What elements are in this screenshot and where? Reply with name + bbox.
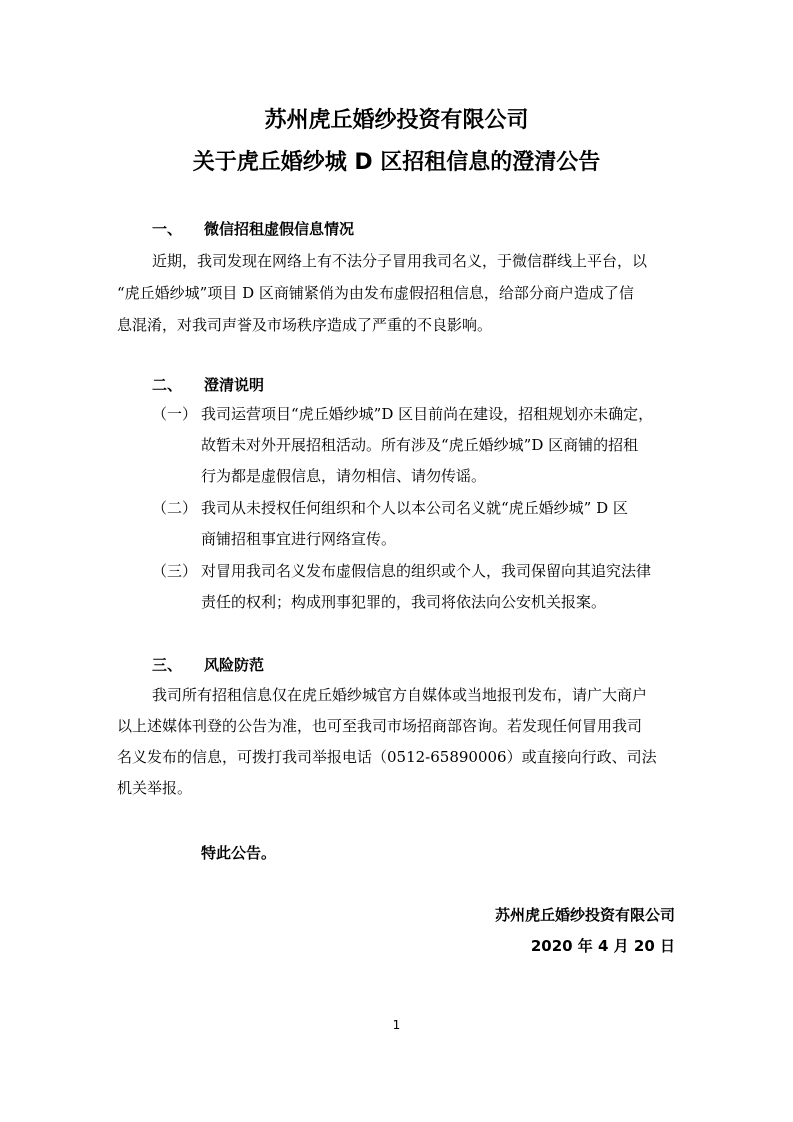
section-1-number: 一、 [152, 220, 183, 238]
item-2-label: （二） [152, 499, 198, 517]
item-2-line-2: 商铺招租事宜进行网络宣传。 [201, 530, 397, 548]
closing-text: 特此公告。 [201, 844, 277, 862]
section-3-line-3: 名义发布的信息，可拨打我司举报电话（0512-65890006）或直接向行政、司法 [117, 748, 657, 766]
page-title-line2: 关于虎丘婚纱城 D 区招租信息的澄清公告 [192, 150, 601, 175]
item-1-line-1: 我司运营项目“虎丘婚纱城”D 区目前尚在建设，招租规划亦未确定， [201, 405, 654, 423]
item-1-line-2: 故暂未对外开展招租活动。所有涉及“虎丘婚纱城”D 区商铺的招租 [201, 436, 639, 454]
section-3-line-4: 机关举报。 [117, 779, 193, 797]
section-2-title: 澄清说明 [204, 376, 265, 394]
section-1-line-1: 近期，我司发现在网络上有不法分子冒用我司名义，于微信群线上平台，以 [152, 252, 648, 270]
page-number: 1 [392, 1018, 401, 1032]
section-3-line-1: 我司所有招租信息仅在虎丘婚纱城官方自媒体或当地报刊发布，请广大商户 [152, 686, 648, 704]
signature-date: 2020 年 4 月 20 日 [530, 937, 675, 955]
section-3-number: 三、 [152, 656, 183, 674]
section-1-title: 微信招租虚假信息情况 [204, 220, 355, 238]
section-1-heading [152, 218, 452, 238]
section-2-heading [152, 374, 452, 394]
section-1-line-3: 息混淆，对我司声誉及市场秩序造成了严重的不良影响。 [117, 316, 493, 334]
item-2-line-1: 我司从未授权任何组织和个人以本公司名义就“虎丘婚纱城” D 区 [201, 499, 628, 517]
item-3-label: （三） [152, 562, 198, 580]
section-2-number: 二、 [152, 376, 183, 394]
section-1-line-2: “虎丘婚纱城”项目 D 区商铺紧俏为由发布虚假招租信息，给部分商户造成了信 [117, 284, 634, 302]
page-title-line1: 苏州虎丘婚纱投资有限公司 [264, 108, 529, 133]
section-3-line-2: 以上述媒体刊登的公告为准，也可至我司市场招商部咨询。若发现任何冒用我司 [117, 717, 643, 735]
item-3-line-1: 对冒用我司名义发布虚假信息的组织或个人，我司保留向其追究法律 [201, 562, 652, 580]
section-3-heading [152, 654, 452, 674]
signature-company: 苏州虎丘婚纱投资有限公司 [494, 906, 675, 924]
item-1-label: （一） [152, 405, 198, 423]
item-3-line-2: 责任的权利；构成刑事犯罪的，我司将依法向公安机关报案。 [201, 593, 607, 611]
section-3-title: 风险防范 [204, 656, 265, 674]
item-1-line-3: 行为都是虚假信息，请勿相信、请勿传谣。 [201, 467, 487, 485]
